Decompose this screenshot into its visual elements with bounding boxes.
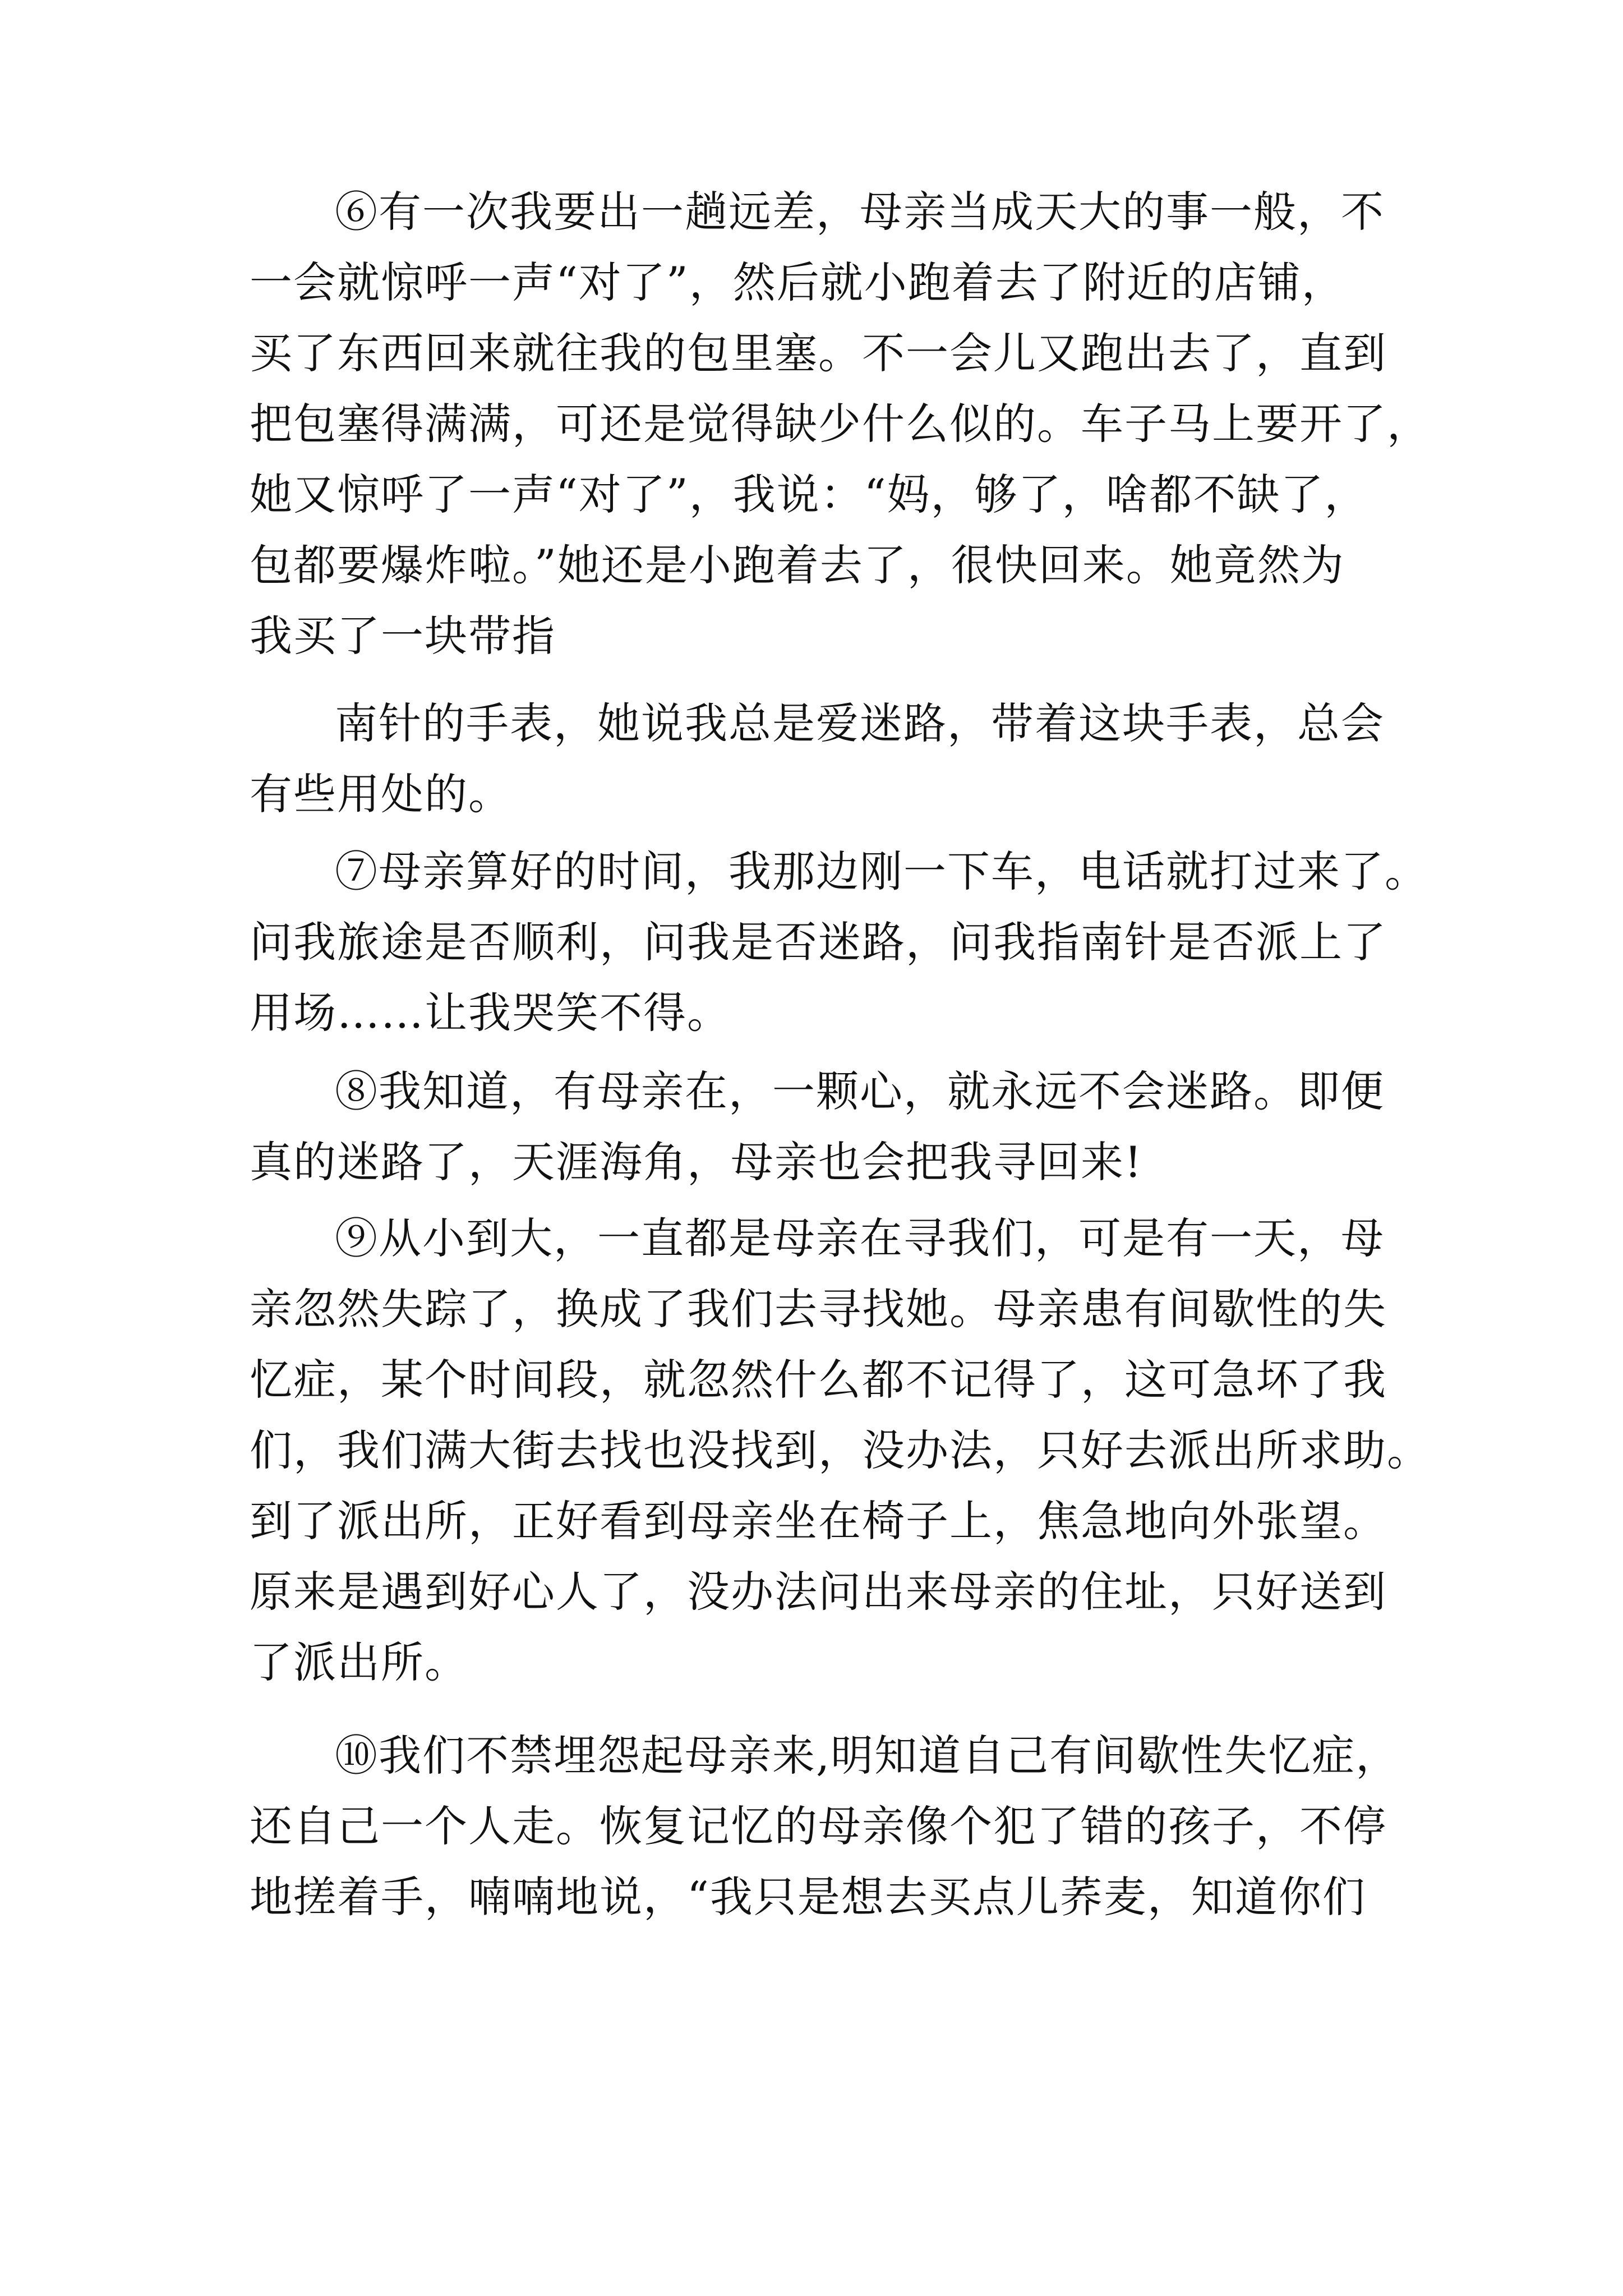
text-line: ⑨从小到大，一直都是母亲在寻我们，可是有一天，母 bbox=[335, 1213, 1385, 1263]
text-line: 用场……让我哭笑不得。 bbox=[250, 988, 731, 1038]
text-line: 买了东西回来就往我的包里塞。不一会儿又跑出去了，直到 bbox=[250, 328, 1387, 378]
text-line: 一会就惊呼一声“对了”，然后就小跑着去了附近的店铺， bbox=[250, 257, 1345, 307]
text-line: ⑦母亲算好的时间，我那边刚一下车，电话就打过来了。 bbox=[335, 846, 1428, 896]
text-line: 到了派出所，正好看到母亲坐在椅子上，焦急地向外张望。 bbox=[250, 1496, 1387, 1546]
text-line: ⑩我们不禁埋怨起母亲来,明知道自己有间歇性失忆症， bbox=[335, 1731, 1400, 1780]
text-line: 了派出所。 bbox=[250, 1637, 468, 1687]
text-line: ⑧我知道，有母亲在，一颗心，就永远不会迷路。即便 bbox=[335, 1066, 1385, 1116]
text-line: 们，我们满大街去找也没找到，没办法，只好去派出所求助。 bbox=[250, 1425, 1431, 1475]
text-line: 忆症，某个时间段，就忽然什么都不记得了，这可急坏了我 bbox=[250, 1355, 1387, 1405]
text-line: 我买了一块带指 bbox=[250, 611, 556, 661]
text-line: 原来是遇到好心人了，没办法问出来母亲的住址，只好送到 bbox=[250, 1567, 1387, 1617]
text-line: 南针的手表，她说我总是爱迷路，带着这块手表，总会 bbox=[335, 698, 1385, 748]
text-line: ⑥有一次我要出一趟远差，母亲当成天大的事一般，不 bbox=[335, 187, 1385, 237]
text-line: 还自己一个人走。恢复记忆的母亲像个犯了错的孩子，不停 bbox=[250, 1801, 1387, 1851]
text-line: 有些用处的。 bbox=[250, 769, 512, 819]
text-line: 地搓着手，喃喃地说，“我只是想去买点儿荞麦，知道你们 bbox=[250, 1872, 1366, 1922]
text-line: 她又惊呼了一声“对了”，我说：“妈，够了，啥都不缺了， bbox=[250, 470, 1368, 519]
text-line: 问我旅途是否顺利，问我是否迷路，问我指南针是否派上了 bbox=[250, 917, 1387, 967]
text-line: 把包塞得满满，可还是觉得缺少什么似的。车子马上要开了， bbox=[250, 399, 1431, 449]
text-line: 真的迷路了，天涯海角，母亲也会把我寻回来! bbox=[250, 1137, 1143, 1187]
text-line: 包都要爆炸啦。”她还是小跑着去了，很快回来。她竟然为 bbox=[250, 540, 1345, 590]
text-line: 亲忽然失踪了，换成了我们去寻找她。母亲患有间歇性的失 bbox=[250, 1284, 1387, 1334]
